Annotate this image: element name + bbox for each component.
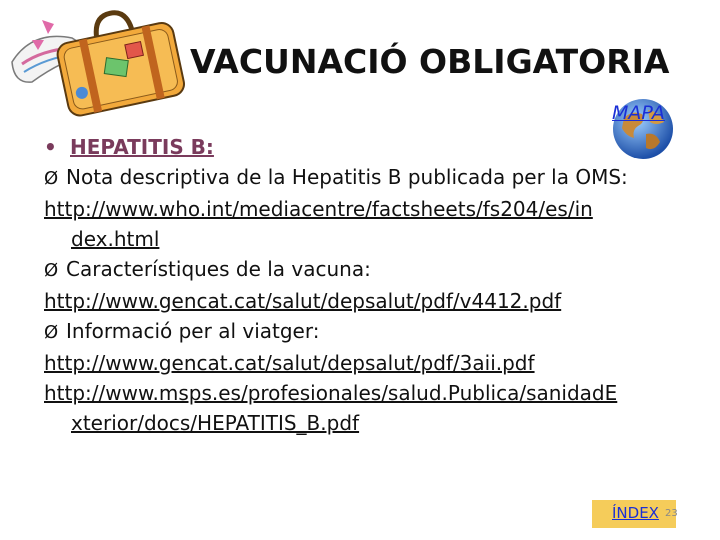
url-text[interactable]: http://www.gencat.cat/salut/depsalut/pdf/3aii.pdf [44,351,535,375]
page-number: 23 [665,508,678,519]
list-item [44,254,704,286]
url-text[interactable]: http://www.msps.es/profesionales/salud.Publica/sanidadE [44,381,618,405]
index-link[interactable]: ÍNDEX [612,504,659,522]
list-item [44,162,704,194]
url-link-gencat-vaccine[interactable] [44,286,704,316]
item-text: Informació per al viatger: [66,319,320,343]
bullet-icon: • [44,135,57,159]
item-text: Nota descriptiva de la Hepatitis B publicada per la OMS: [66,165,628,189]
url-text[interactable]: dex.html [71,227,160,251]
content-body [44,132,704,438]
travel-suitcase-icon [2,0,192,120]
arrow-bullet-icon: Ø [44,260,59,281]
url-link-who-cont[interactable] [44,224,704,254]
url-link-gencat-traveller[interactable] [44,348,704,378]
list-item [44,316,704,348]
url-text[interactable]: xterior/docs/HEPATITIS_B.pdf [71,411,360,435]
url-link-who[interactable] [44,194,704,224]
item-text: Característiques de la vacuna: [66,257,371,281]
page-title: VACUNACIÓ OBLIGATORIA [190,42,670,81]
url-link-msps[interactable] [44,378,704,408]
section-heading [44,132,704,162]
url-text[interactable]: http://www.who.int/mediacentre/factsheets/fs204/es/in [44,197,593,221]
map-link[interactable]: MAPA [612,102,665,124]
url-text[interactable]: http://www.gencat.cat/salut/depsalut/pdf/v4412.pdf [44,289,562,313]
arrow-bullet-icon: Ø [44,322,59,343]
arrow-bullet-icon: Ø [44,168,59,189]
url-link-msps-cont[interactable] [44,408,704,438]
hepatitis-heading[interactable]: HEPATITIS B: [70,135,214,159]
